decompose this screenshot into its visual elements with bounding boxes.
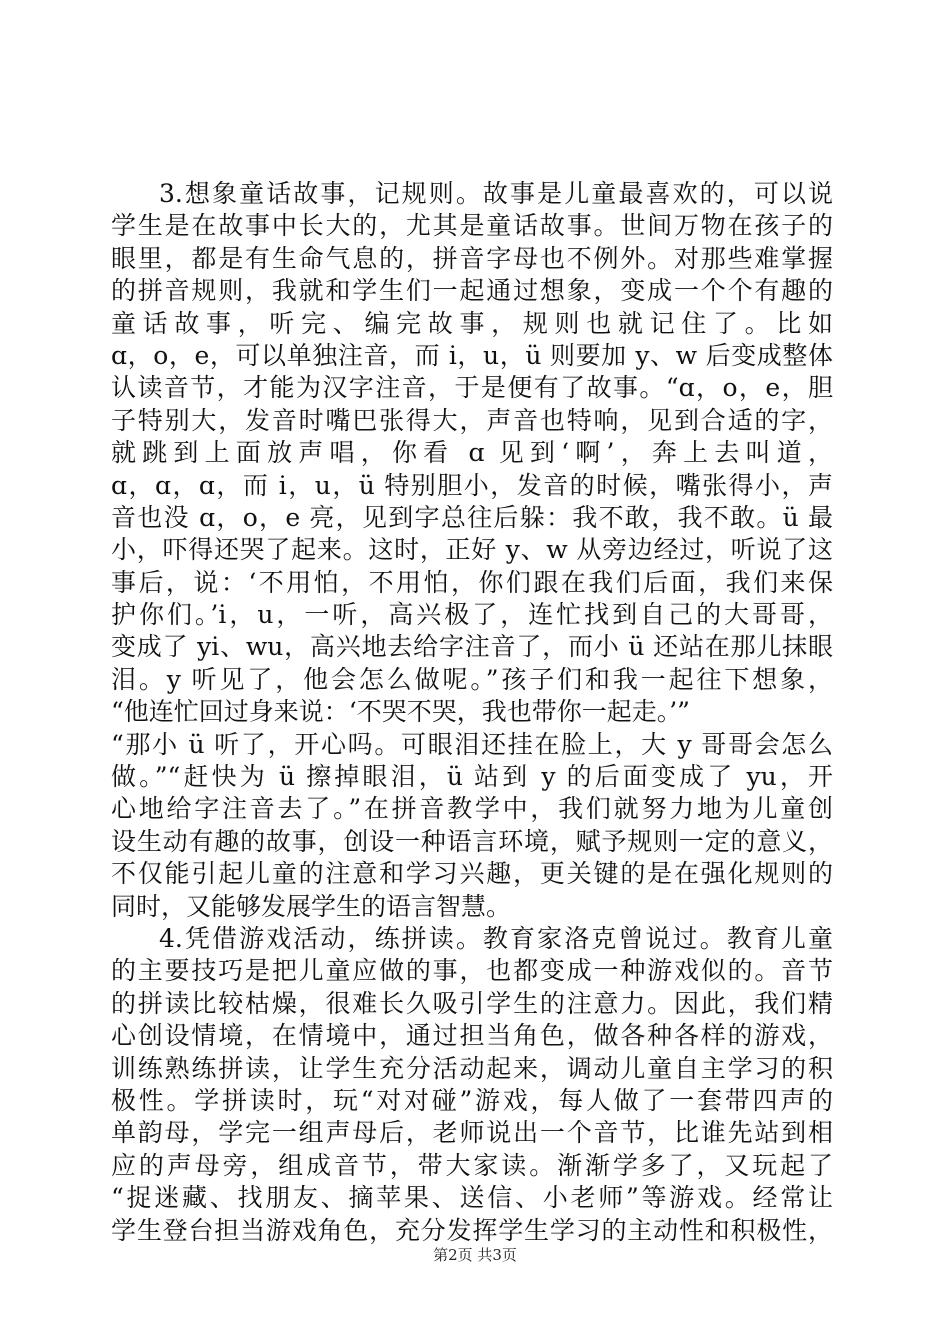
paragraph-4-line: 的拼读比较枯燥，很难长久吸引学生的注意力。因此，我们精 [111,988,833,1018]
paragraph-4-line: 的主要技巧是把儿童应做的事，也都变成一种游戏似的。音节 [111,956,833,986]
paragraph-3-line: 音也没 ɑ，o，e 亮，见到字总往后躲：我不敢，我不敢。ü 最 [111,502,833,532]
paragraph-4-line: 极性。学拼读时，玩“对对碰”游戏，每人做了一套带四声的 [111,1085,833,1115]
paragraph-3-line: 3.想象童话故事，记规则。故事是儿童最喜欢的，可以说 [159,179,833,208]
paragraph-3-line: 同时，又能够发展学生的语言智慧。 [111,891,512,921]
paragraph-3-line: 变成了 yi、wu，高兴地去给字注音了，而小 ü 还站在那儿抹眼 [111,632,833,662]
page-footer: 第2页 共3页 [433,1246,517,1264]
paragraph-3-line: ɑ，ɑ，ɑ，而 i，u，ü 特别胆小，发音的时候，嘴张得小，声 [111,470,833,500]
paragraph-3-line: 设生动有趣的故事，创设一种语言环境，赋予规则一定的意义， [111,826,833,856]
paragraph-3-line: 心地给字注音去了。”在拼音教学中，我们就努力地为儿童创 [111,794,833,824]
paragraph-3-line: 不仅能引起儿童的注意和学习兴趣，更关键的是在强化规则的 [111,859,833,889]
paragraph-4-line: 4.凭借游戏活动，练拼读。教育家洛克曾说过。教育儿童 [159,923,833,953]
body-text [111,178,833,1247]
paragraph-4-line: 单韵母，学完一组声母后，老师说出一个音节，比谁先站到相 [111,1118,833,1148]
paragraph-4-line: 心创设情境，在情境中，通过担当角色，做各种各样的游戏， [111,1021,833,1051]
paragraph-3-line: “那小 ü 听了，开心吗。可眼泪还挂在脸上，大 y 哥哥会怎么 [111,729,833,759]
paragraph-3-line: 眼里，都是有生命气息的，拼音字母也不例外。对那些难掌握 [111,243,833,273]
paragraph-3-line: 学生是在故事中长大的，尤其是童话故事。世间万物在孩子的 [111,211,833,241]
paragraph-3-line: 做。”“赶快为 ü 擦掉眼泪，ü 站到 y 的后面变成了 yu，开 [111,762,833,792]
paragraph-3-line: 小，吓得还哭了起来。这时，正好 y、w 从旁边经过，听说了这 [111,535,833,565]
paragraph-3-line: 事后，说：‘不用怕，不用怕，你们跟在我们后面，我们来保 [111,567,833,597]
paragraph-3-line: ɑ，o，e，可以单独注音，而 i，u，ü 则要加 y、w 后变成整体 [111,340,833,370]
paragraph-4-line: “捉迷藏、找朋友、摘苹果、送信、小老师”等游戏。经常让 [111,1183,833,1213]
paragraph-3-line: 子特别大，发音时嘴巴张得大，声音也特响，见到合适的字， [111,405,833,435]
paragraph-3-line: 护你们。’i，u，一听，高兴极了，连忙找到自己的大哥哥， [111,600,833,630]
paragraph-4-line: 训练熟练拼读，让学生充分活动起来，调动儿童自主学习的积 [111,1053,833,1083]
paragraph-3-line: 就跳到上面放声唱，你看 ɑ 见到‘啊’，奔上去叫道， [111,438,833,468]
paragraph-4-line: 应的声母旁，组成音节，带大家读。渐渐学多了，又玩起了 [111,1150,833,1180]
paragraph-3-line: 的拼音规则，我就和学生们一起通过想象，变成一个个有趣的 [111,276,833,306]
paragraph-4-line: 学生登台担当游戏角色，充分发挥学生学习的主动性和积极性， [111,1215,833,1245]
paragraph-3-line: 认读音节，才能为汉字注音，于是便有了故事。“ɑ，o，e，胆 [111,373,833,403]
paragraph-3-line: 泪。y 听见了，他会怎么做呢。”孩子们和我一起往下想象， [111,664,833,694]
paragraph-3-line: “他连忙回过身来说：‘不哭不哭，我也带你一起走。’” [111,697,690,727]
paragraph-3-line: 童话故事，听完、编完故事，规则也就记住了。比如 [111,308,833,338]
